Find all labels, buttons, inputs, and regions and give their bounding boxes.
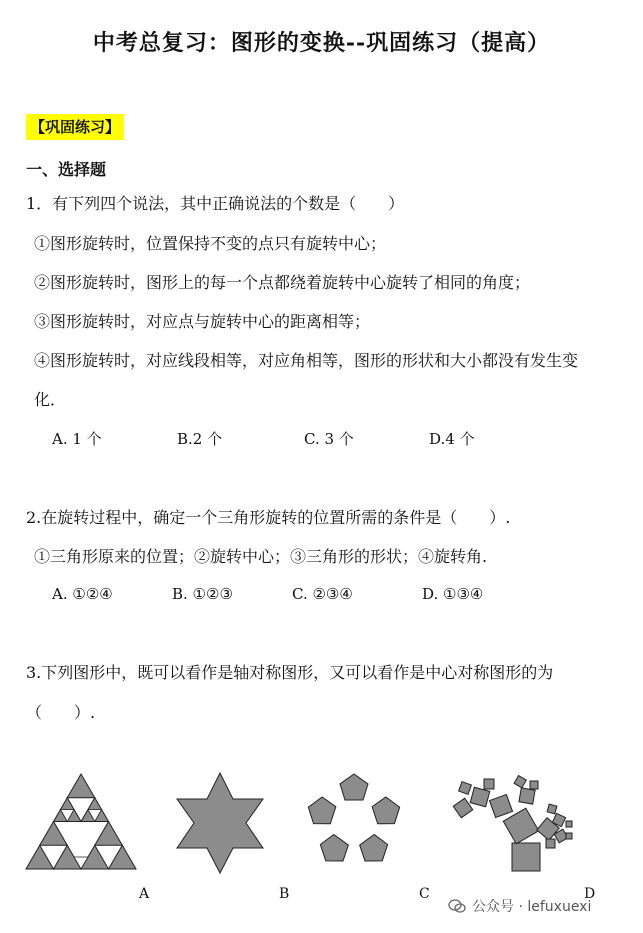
q2-option-d[interactable]: D. ①③④: [422, 585, 484, 603]
q2-options: [52, 585, 483, 603]
q2-option-c[interactable]: C. ②③④: [292, 585, 353, 603]
figure-label-d: D: [584, 886, 596, 902]
figure-a-sierpinski-triangle[interactable]: [24, 772, 138, 872]
q1-statement-3: ③图形旋转时，对应点与旋转中心的距离相等；: [34, 312, 371, 331]
figure-label-a: A: [139, 886, 150, 902]
watermark: [448, 896, 591, 916]
figure-label-b: B: [279, 886, 290, 902]
section-tag: 【巩固练习】: [26, 114, 124, 140]
section-heading: 一、选择题: [26, 160, 107, 179]
q2-conditions: ①三角形原来的位置；②旋转中心；③三角形的形状；④旋转角.: [34, 547, 488, 566]
page-title: 中考总复习：图形的变换--巩固练习（提高）: [92, 30, 551, 56]
figure-b-six-point-star[interactable]: [173, 771, 267, 875]
figure-d-pythagoras-tree[interactable]: [450, 775, 580, 875]
q1-option-d[interactable]: D.4 个: [429, 430, 475, 448]
q1-statement-2: ②图形旋转时，图形上的每一个点都绕着旋转中心旋转了相同的角度；: [34, 273, 531, 292]
q1-option-a[interactable]: A. 1 个: [52, 430, 102, 448]
q2-option-b[interactable]: B. ①②③: [172, 585, 233, 603]
q3-stem-cont: （ ）.: [26, 703, 96, 722]
q2-option-a[interactable]: A. ①②④: [52, 585, 113, 603]
wechat-icon: [448, 897, 466, 915]
q2-stem: 2.在旋转过程中，确定一个三角形旋转的位置所需的条件是（ ）.: [26, 508, 511, 527]
q3-stem: 3.下列图形中，既可以看作是轴对称图形，又可以看作是中心对称图形的为: [26, 663, 554, 682]
q1-stem: 1．有下列四个说法，其中正确说法的个数是（ ）: [26, 194, 405, 213]
q1-option-b[interactable]: B.2 个: [177, 430, 223, 448]
figure-label-c: C: [419, 886, 430, 902]
q1-statement-1: ①图形旋转时，位置保持不变的点只有旋转中心；: [34, 234, 387, 253]
watermark-text: 公众号 · lefuxuexi: [472, 899, 592, 915]
q1-statement-4-cont: 化．: [34, 390, 67, 409]
q1-option-c[interactable]: C. 3 个: [304, 430, 354, 448]
q1-options: [52, 428, 475, 449]
figure-c-pentagon-ring[interactable]: [304, 772, 404, 872]
q1-statement-4: ④图形旋转时，对应线段相等，对应角相等，图形的形状和大小都没有发生变: [34, 351, 579, 370]
